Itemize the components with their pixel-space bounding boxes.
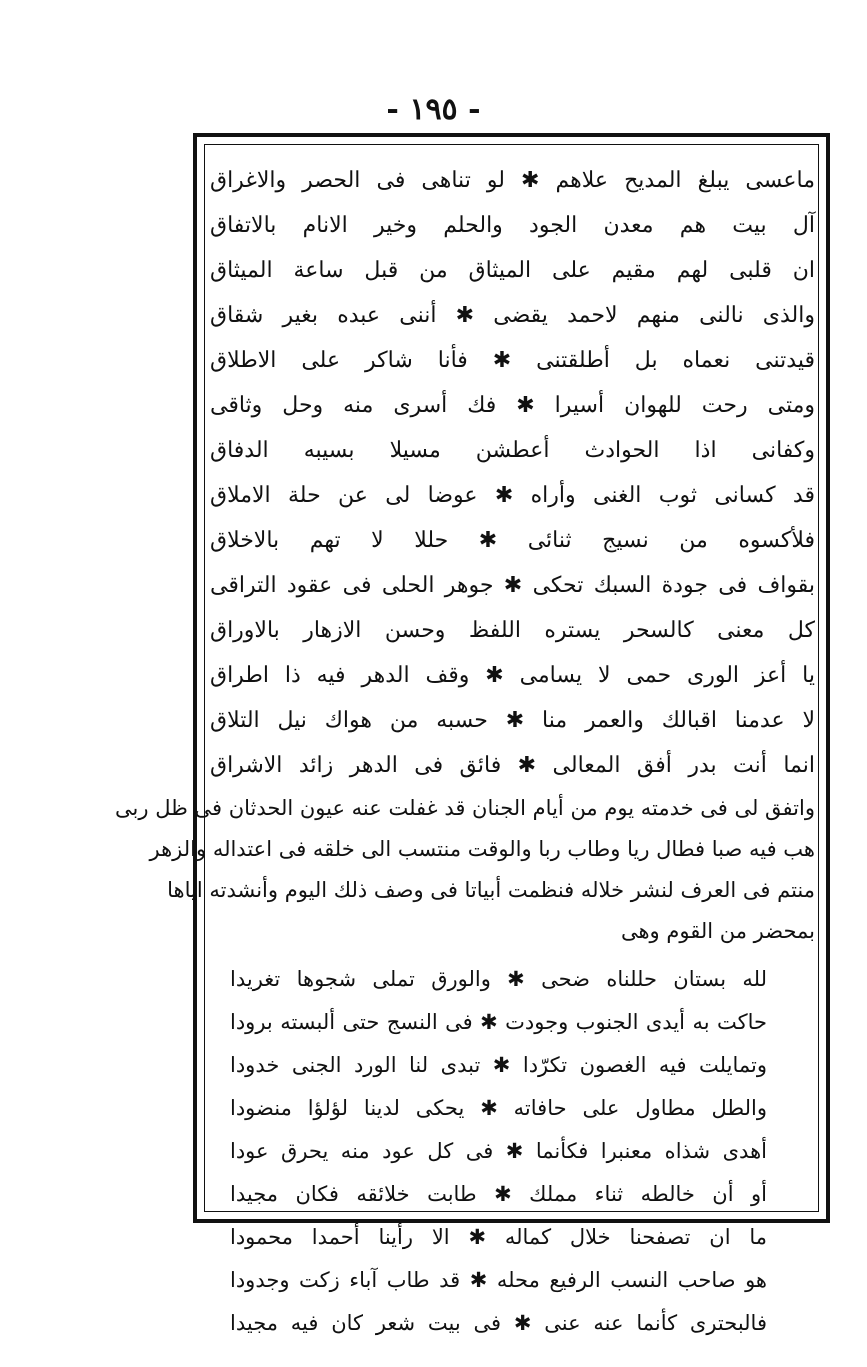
prose-line: منتم فى العرف لنشر خلاله فنظمت أبياتا فى وصف ذلك اليوم وأنشدته اياها xyxy=(167,878,815,902)
verse-line: فالبحترى كأنما عنه عنى ✱ فى بيت شعر كان فيه مجيدا xyxy=(230,1311,767,1335)
poem-first xyxy=(210,158,815,788)
poem-second xyxy=(210,958,815,1345)
verse-line: حاكت به أيدى الجنوب وجودت ✱ فى النسج حتى ألبسته برودا xyxy=(230,1010,767,1034)
verse-line: وتمايلت فيه الغصون تكرّدا ✱ تبدى لنا الورد الجنى خدودا xyxy=(230,1053,767,1077)
verse-line: قد كسانى ثوب الغنى وأراه ✱ عوضا لى عن حلة الاملاق xyxy=(210,483,815,508)
verse-line: فلأكسوه من نسيج ثنائى ✱ حللا لا تهم بالاخلاق xyxy=(210,528,815,553)
verse-line: وكفانى اذا الحوادث أعطشن مسيلا بسيبه الدفاق xyxy=(210,438,815,463)
verse-line: انما أنت بدر أفق المعالى ✱ فائق فى الدهر زائد الاشراق xyxy=(210,753,815,778)
verse-line: لا عدمنا اقبالك والعمر منا ✱ حسبه من هواك نيل التلاق xyxy=(210,708,815,733)
prose-line-tail: وهى xyxy=(620,919,660,943)
verse-line: قيدتنى نعماه بل أطلقتنى ✱ فأنا شاكر على الاطلاق xyxy=(210,348,815,373)
verse-line: ومتى رحت للهوان أسيرا ✱ فك أسرى منه وحل وثاقى xyxy=(210,393,815,418)
prose-paragraph xyxy=(115,788,815,952)
verse-line: بقواف فى جودة السبك تحكى ✱ جوهر الحلى فى عقود التراقى xyxy=(210,573,815,598)
verse-line: هو صاحب النسب الرفيع محله ✱ قد طاب آباء زكت وجدودا xyxy=(230,1268,767,1292)
prose-line-text: بمحضر من القوم xyxy=(666,919,815,943)
verse-line: والذى نالنى منهم لاحمد يقضى ✱ أننى عبده بغير شقاق xyxy=(210,303,815,328)
page-text xyxy=(115,158,815,1345)
verse-line: والطل مطاول على حافاته ✱ يحكى لدينا لؤلؤا منضودا xyxy=(230,1096,767,1120)
verse-line: ما ان تصفحنا خلال كماله ✱ الا رأينا أحمدا محمودا xyxy=(230,1225,767,1249)
verse-line: ان قلبى لهم مقيم على الميثاق من قبل ساعة الميثاق xyxy=(210,258,815,283)
verse-line: لله بستان حللناه ضحى ✱ والورق تملى شجوها تغريدا xyxy=(230,967,767,991)
verse-line: ماعسى يبلغ المديح علاهم ✱ لو تناهى فى الحصر والاغراق xyxy=(210,168,815,193)
verse-line: آل بيت هم معدن الجود والحلم وخير الانام بالاتفاق xyxy=(210,213,815,238)
verse-line: أهدى شذاه معنبرا فكأنما ✱ فى كل عود منه يحرق عودا xyxy=(230,1139,767,1163)
prose-line: هب فيه صبا فطال ريا وطاب ربا والوقت منتسب الى خلقه فى اعتداله والزهر xyxy=(149,837,815,861)
verse-line: يا أعز الورى حمى لا يسامى ✱ وقف الدهر فيه ذا اطراق xyxy=(210,663,815,688)
page-number: - ١٩٥ - xyxy=(386,92,481,127)
verse-line: أو أن خالطه ثناء مملك ✱ طابت خلائقه فكان مجيدا xyxy=(230,1182,767,1206)
verse-line: كل معنى كالسحر يستره اللفظ وحسن الازهار بالاوراق xyxy=(210,618,815,643)
prose-line: واتفق لى فى خدمته يوم من أيام الجنان قد غفلت عنه عيون الحدثان فى ظل ربى xyxy=(115,796,815,820)
prose-line xyxy=(200,911,815,952)
